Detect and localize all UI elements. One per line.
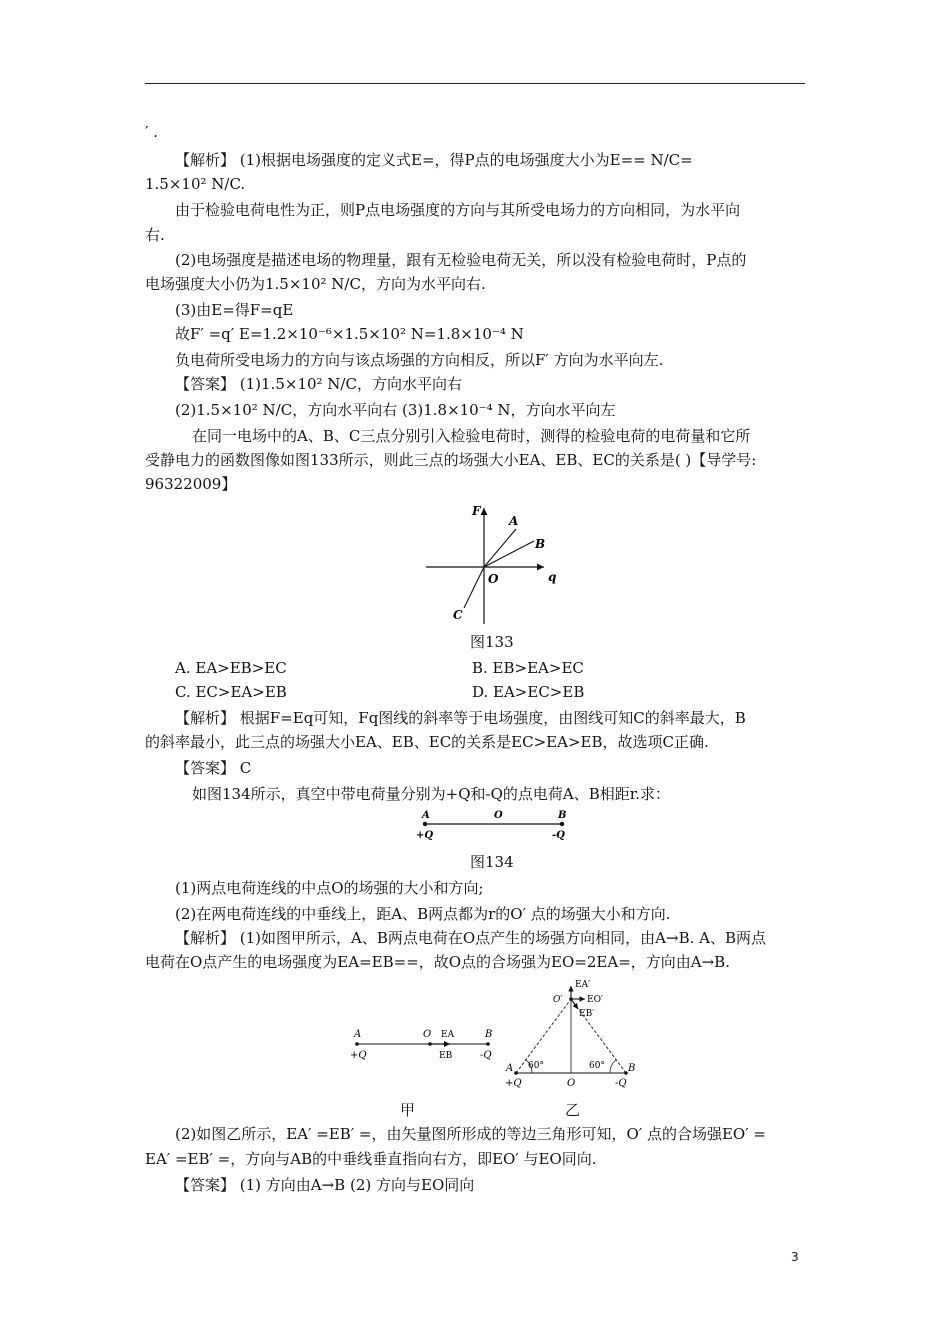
text-line: EA′ =EB′ =，方向与AB的中垂线垂直指向右方，即EO′ 与EO同向. (145, 1150, 597, 1168)
eb-label: EB (439, 1051, 453, 1061)
vector-eb-prime (571, 999, 578, 1009)
point-b-label: B (485, 1029, 493, 1040)
page-number: 3 (791, 1250, 799, 1264)
point-o-label: O (423, 1029, 432, 1040)
figure-yi (500, 975, 640, 1093)
plus-q-label: +Q (350, 1050, 367, 1061)
text-line: 96322009】 (145, 475, 237, 493)
text-line: 【答案】 C (175, 759, 252, 777)
figure-jia-caption: 甲 (400, 1101, 416, 1119)
text-line: 负电荷所受电场力的方向与该点场强的方向相反，所以F′ 方向为水平向左. (175, 351, 664, 369)
point-o-label: O (494, 810, 503, 821)
line-a (484, 529, 516, 567)
text-line: 【答案】 (1)1.5×10² N/C，方向水平向右 (175, 375, 462, 393)
point-a-label: A (509, 514, 519, 528)
point-a-label: A (422, 810, 430, 821)
point-c-label: C (453, 608, 463, 622)
angle-left-label: 60° (528, 1061, 544, 1071)
charge-a (355, 1042, 359, 1046)
text-line: (2)如图乙所示，EA′ =EB′ =，由矢量图所形成的等边三角形可知，O′ 点的合场强EO′ = (175, 1125, 766, 1143)
text-line: ′ . (145, 123, 158, 141)
plus-q-label: +Q (505, 1078, 522, 1089)
charge-a (423, 822, 427, 826)
figure-133-caption: 图133 (470, 633, 514, 651)
midpoint-o (428, 1042, 432, 1046)
minus-q-label: -Q (480, 1050, 492, 1061)
point-o-prime-label: O′ (553, 995, 563, 1005)
option-a: A. EA>EB>EC (175, 659, 287, 677)
minus-q-label: -Q (615, 1078, 627, 1089)
ea-label: EA (441, 1030, 455, 1040)
text-line: 右. (145, 226, 165, 244)
text-line: (3)由E=得F=qE (175, 301, 294, 319)
charge-a (514, 1071, 518, 1075)
text-line: (2)在两电荷连线的中垂线上，距A、B两点都为r的O′ 点的场强大小和方向. (175, 905, 671, 923)
text-line: 受静电力的函数图像如图133所示，则此三点的场强大小EA、EB、EC的关系是( )【导学号: (145, 451, 757, 469)
eo-prime-label: EO′ (587, 995, 603, 1005)
point-b-label: B (558, 810, 567, 821)
text-line: 在同一电场中的A、B、C三点分别引入检验电荷时，测得的检验电荷的电荷量和它所 (192, 427, 751, 445)
eb-prime-label: EB′ (579, 1009, 595, 1019)
text-line: 【解析】 (1)根据电场强度的定义式E=，得P点的电场强度大小为E== N/C= (175, 151, 693, 169)
charge-b (560, 822, 564, 826)
minus-q-label: -Q (552, 830, 565, 841)
figure-134 (410, 806, 580, 846)
plus-q-label: +Q (416, 830, 434, 841)
text-line: (1)两点电荷连线的中点O的场强的大小和方向; (175, 879, 484, 897)
point-a-label: A (354, 1029, 362, 1040)
figure-133 (420, 500, 570, 630)
text-line: (2)电场强度是描述电场的物理量，跟有无检验电荷无关，所以没有检验电荷时，P点的 (175, 251, 747, 269)
option-b: B. EB>EA>EC (472, 659, 584, 677)
text-line: 【解析】 (1)如图甲所示，A、B两点电荷在O点产生的场强方向相同，由A→B. A、B两点 (175, 929, 766, 947)
text-line: 【答案】 (1) 方向由A→B (2) 方向与EO同向 (175, 1176, 475, 1194)
f-label: F (472, 504, 481, 518)
line-b (484, 541, 534, 567)
angle-right-label: 60° (589, 1061, 605, 1071)
text-line: 1.5×10² N/C. (145, 175, 246, 193)
angle-arc-right (610, 1060, 616, 1073)
text-line: 电荷在O点产生的电场强度为EA=EB==，故O点的合场强为EO=2EA=，方向由A→B. (145, 953, 730, 971)
text-line: 由于检验电荷电性为正，则P点电场强度的方向与其所受电场力的方向相同，为水平向 (175, 201, 741, 219)
point-b-label: B (628, 1063, 636, 1074)
text-line: 的斜率最小，此三点的场强大小EA、EB、EC的关系是EC>EA>EB，故选项C正确. (145, 733, 709, 751)
origin-label: O (488, 572, 499, 586)
q-label: q (548, 570, 557, 584)
figure-jia (345, 1020, 505, 1065)
option-d: D. EA>EC>EB (472, 683, 585, 701)
text-line: (2)1.5×10² N/C，方向水平向右 (3)1.8×10⁻⁴ N，方向水平向左 (175, 401, 616, 419)
charge-b (486, 1042, 490, 1046)
option-c: C. EC>EA>EB (175, 683, 287, 701)
figure-134-caption: 图134 (470, 853, 514, 871)
text-line: 电场强度大小仍为1.5×10² N/C，方向为水平向右. (145, 275, 486, 293)
header-rule (145, 83, 805, 84)
point-o-label: O (567, 1078, 576, 1089)
point-o-prime (569, 997, 573, 1001)
text-line: 故F′ =q′ E=1.2×10⁻⁶×1.5×10² N=1.8×10⁻⁴ N (175, 325, 524, 343)
line-c (464, 567, 484, 608)
text-line: 【解析】 根据F=Eq可知，Fq图线的斜率等于电场强度，由图线可知C的斜率最大，B (175, 709, 746, 727)
point-a-label: A (506, 1063, 514, 1074)
figure-yi-caption: 乙 (565, 1101, 581, 1119)
text-line: 如图134所示，真空中带电荷量分别为+Q和-Q的点电荷A、B相距r.求： (192, 785, 671, 803)
point-b-label: B (535, 537, 546, 551)
ea-prime-label: EA′ (575, 980, 591, 990)
